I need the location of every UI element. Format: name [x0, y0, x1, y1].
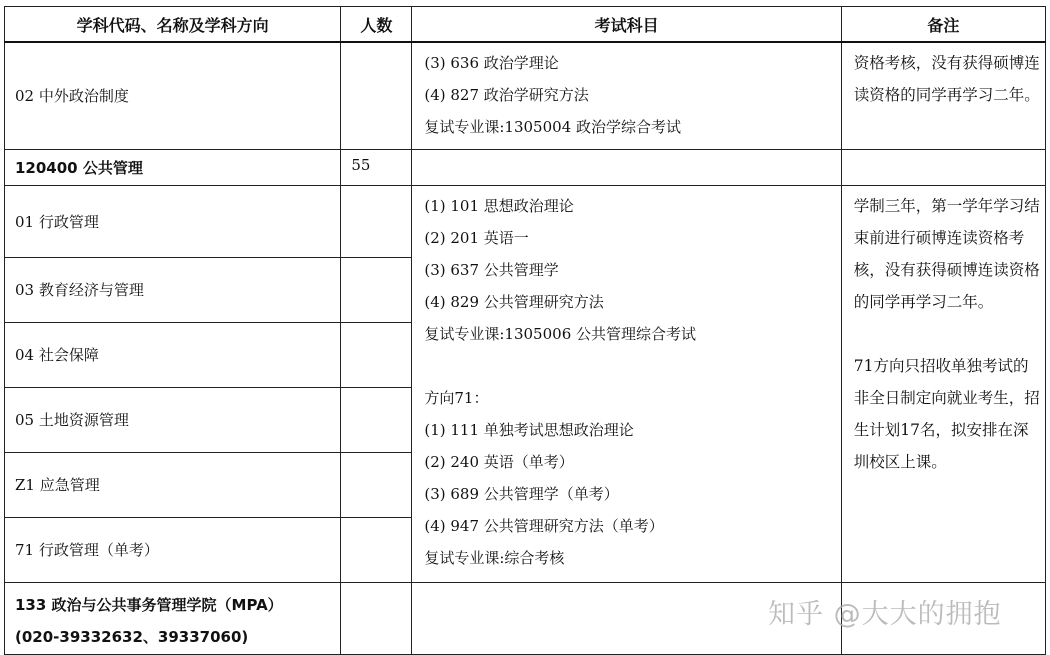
count-cell: [341, 517, 412, 582]
count-cell: [341, 387, 412, 452]
empty-cell: [841, 149, 1045, 185]
table-row: [5, 185, 1046, 257]
note-cell: [841, 185, 1045, 582]
watermark: 知乎 @大大的拥抱: [768, 599, 1002, 630]
direction-name: Z1 应急管理: [5, 452, 341, 517]
note-cell: [841, 42, 1045, 149]
direction-name: 05 土地资源管理: [5, 387, 341, 452]
exam-line: (4) 947 公共管理研究方法（单考）: [424, 516, 664, 535]
exam-line: 复试专业课:1305006 公共管理综合考试: [424, 324, 697, 343]
direction-name: 01 行政管理: [5, 185, 341, 257]
header-notes: 备注: [841, 7, 1045, 43]
direction-name: 04 社会保障: [5, 322, 341, 387]
direction-name: 02 中外政治制度: [5, 42, 341, 149]
header-count: 人数: [341, 7, 412, 43]
exam-line: (1) 101 思想政治理论: [424, 196, 574, 215]
header-subject: 学科代码、名称及学科方向: [5, 7, 341, 43]
count-cell: [341, 257, 412, 322]
exam-line: (3) 636 政治学理论: [424, 54, 559, 72]
exam-section-title: 方向71：: [424, 388, 489, 407]
college-phone: (020-39332632、39337060): [15, 627, 249, 646]
table-row: [5, 149, 1046, 185]
note-text: 学制三年，第一学年学习结束前进行硕博连读资格考核，没有获得硕博连读资格的同学再学习二年。: [853, 196, 1040, 311]
exam-line: (4) 829 公共管理研究方法: [424, 292, 604, 311]
exam-line: 复试专业课:综合考核: [424, 548, 565, 567]
exam-line: 复试专业课:1305004 政治学综合考试: [424, 118, 682, 136]
count-cell: [341, 185, 412, 257]
header-exams: 考试科目: [412, 7, 841, 43]
count-cell: [341, 452, 412, 517]
exam-line: (1) 111 单独考试思想政治理论: [424, 420, 634, 439]
empty-cell: [412, 149, 841, 185]
empty-cell: [341, 582, 412, 654]
college-cell: [5, 582, 341, 654]
major-name: 120400 公共管理: [5, 149, 341, 185]
count-cell: [341, 322, 412, 387]
count-cell: [341, 42, 412, 149]
direction-name: 71 行政管理（单考）: [5, 517, 341, 582]
exam-line: (4) 827 政治学研究方法: [424, 86, 589, 104]
major-count: 55: [341, 149, 412, 185]
direction-name: 03 教育经济与管理: [5, 257, 341, 322]
exam-line: (3) 689 公共管理学（单考）: [424, 484, 619, 503]
college-name: 133 政治与公共事务管理学院（MPA）: [15, 595, 283, 614]
exam-line: (2) 240 英语（单考）: [424, 452, 574, 471]
admissions-table: [4, 6, 1046, 655]
exam-line: (3) 637 公共管理学: [424, 260, 559, 279]
exam-cell: [412, 185, 841, 582]
table-row: [5, 42, 1046, 149]
header-row: [5, 7, 1046, 43]
exam-cell: [412, 42, 841, 149]
note-text: 资格考核，没有获得硕博连读资格的同学再学习二年。: [853, 54, 1040, 104]
note-text: 71方向只招收单独考试的非全日制定向就业考生，招生计划17名，拟安排在深圳校区上课。: [853, 356, 1040, 471]
exam-line: (2) 201 英语一: [424, 228, 529, 247]
